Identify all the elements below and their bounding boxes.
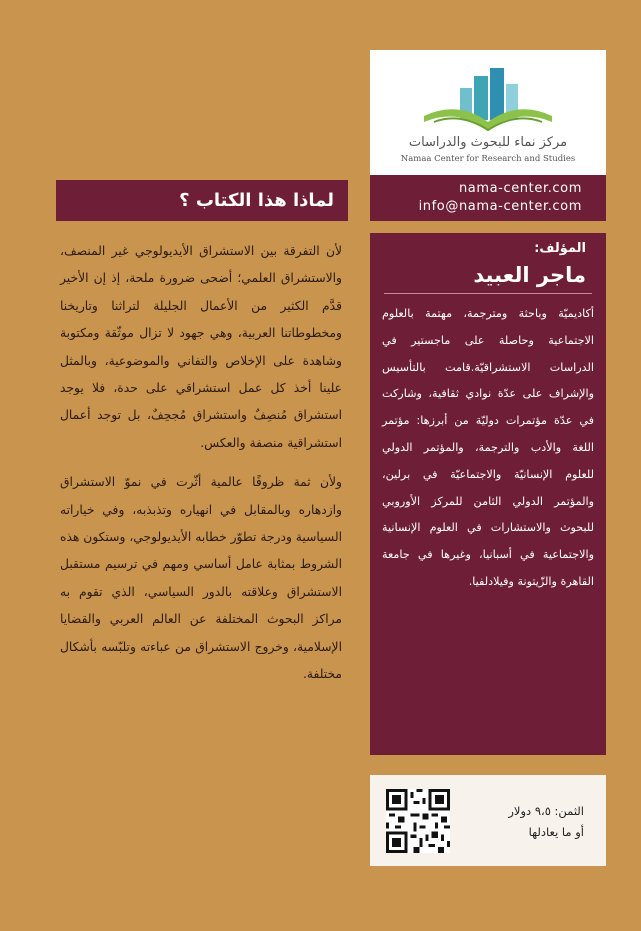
author-panel	[370, 233, 606, 755]
publisher-contact-panel	[370, 175, 606, 221]
author-label: المؤلف:	[534, 241, 586, 256]
publisher-logo-panel	[370, 50, 606, 175]
why-paragraph-1: لأن التفرقة بين الاستشراق الأيديولوجي غير المنصف، والاستشراق العلمي؛ أضحى ضرورة ملحة، إذ إن الأخير قدَّم الكثير من الأعمال الجليلة لتراثنا وتاريخنا ومخطوطاتنا العربية، وهي جهود لا تزال موثّقة ومكتوبة وشاهدة على الإخلاص والتفاني والموضوعية، وبالمثل علينا أخذ كل عمل استشراقي على حدة، فلا يوجد استشراق مُنصِفٌ واستشراق مُجحِفٌ، بل توجد أعمال استشراقية منصفة والعكس.	[60, 244, 342, 450]
publisher-website: nama-center.com	[458, 181, 582, 196]
price-amount: الثمن: ٩،٥ دولار	[508, 804, 584, 818]
price-equivalent: أو ما يعادلها	[528, 825, 584, 839]
publisher-name-arabic: مركز نماء للبحوث والدراسات	[408, 135, 568, 150]
author-bio: أكاديميّة وباحثة ومترجمة، مهتمة بالعلوم الاجتماعية وحاصلة على ماجستير في الدراسات الاستشراقيّة.قامت بالتأسيس والإشراف على عدّة نوادي ثقافية، وشاركت في عدّة مؤتمرات دوليّة من أبرزها: مؤتمر اللغة والأدب والترجمة، والمؤتمر الدولي للعلوم الإنسانيّة والاجتماعيّة في برلين، والمؤتمر الدولي الثامن للمركز الأوروبي للبحوث والاستشارات في العلوم الإنسانية والاجتماعية في أسبانيا، وغيرها في جامعة القاهرة والزّيتونة وفيلادلفيا.	[382, 307, 594, 588]
price-panel	[370, 775, 606, 866]
qr-code-icon	[386, 789, 450, 853]
author-name: ماجر العبيد	[473, 263, 586, 287]
publisher-email: info@nama-center.com	[418, 199, 582, 214]
why-paragraph-2: ولأن ثمة ظروفًا عالمية أثّرت في نموّ الاستشراق وازدهاره وبالمقابل في انهياره وتذبذبه، وفي خياراته السياسية ودرجة تطوّر خطابه الأيديولوجي، وستكون هذه الشروط بمثابة عامل أساسي ومهم في ترسيم مستقبل الاستشراق وعلاقته بالدور السياسي، الذي تقوم به مراكز البحوث المختلفة عن العالم العربي والقضايا الإسلامية، وخروج الاستشراق من عباءته وتلبّسه بأشكال مختلفة.	[60, 475, 342, 682]
author-divider	[384, 293, 592, 294]
why-this-book-heading: لماذا هذا الكتاب ؟	[56, 180, 348, 221]
publisher-name-english: Namaa Center for Research and Studies	[400, 154, 576, 164]
open-book-buildings-logo-icon	[418, 62, 558, 136]
why-this-book-text	[60, 238, 342, 701]
